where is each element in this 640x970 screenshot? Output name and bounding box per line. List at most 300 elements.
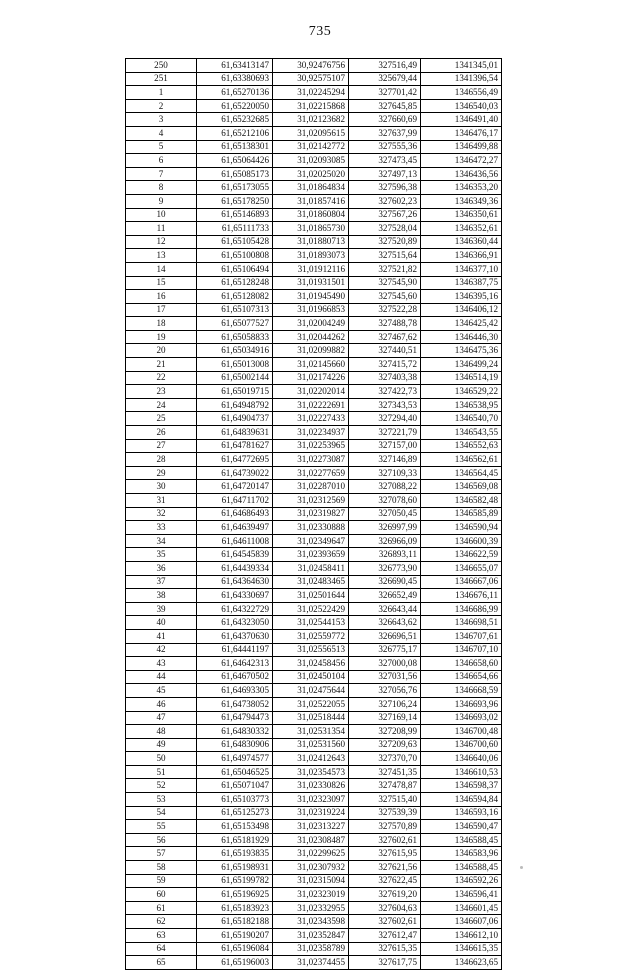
y-coordinate-cell: 1346612,10: [421, 929, 502, 943]
table-row: [126, 262, 502, 276]
y-coordinate-cell: 1346499,24: [421, 358, 502, 372]
table-row: [126, 534, 502, 548]
longitude-cell: 31,01864834: [273, 181, 349, 195]
longitude-cell: 31,02215868: [273, 99, 349, 113]
x-coordinate-cell: 327555,36: [349, 140, 421, 154]
longitude-cell: 31,02559772: [273, 629, 349, 643]
x-coordinate-cell: 327604,63: [349, 901, 421, 915]
latitude-cell: 61,65178250: [197, 194, 273, 208]
longitude-cell: 31,02004249: [273, 317, 349, 331]
point-number-cell: 59: [126, 874, 197, 888]
longitude-cell: 31,02093085: [273, 154, 349, 168]
table-row: [126, 317, 502, 331]
table-row: [126, 113, 502, 127]
latitude-cell: 61,64323050: [197, 616, 273, 630]
point-number-cell: 49: [126, 738, 197, 752]
y-coordinate-cell: 1346475,36: [421, 344, 502, 358]
x-coordinate-cell: 327602,61: [349, 915, 421, 929]
x-coordinate-cell: 327615,95: [349, 847, 421, 861]
x-coordinate-cell: 326690,45: [349, 575, 421, 589]
point-number-cell: 65: [126, 956, 197, 970]
y-coordinate-cell: 1346658,60: [421, 657, 502, 671]
y-coordinate-cell: 1346540,70: [421, 412, 502, 426]
point-number-cell: 37: [126, 575, 197, 589]
latitude-cell: 61,65077527: [197, 317, 273, 331]
latitude-cell: 61,64830906: [197, 738, 273, 752]
table-row: [126, 942, 502, 956]
x-coordinate-cell: 327521,82: [349, 262, 421, 276]
x-coordinate-cell: 327146,89: [349, 453, 421, 467]
coordinates-table-body: [126, 59, 502, 970]
point-number-cell: 58: [126, 861, 197, 875]
point-number-cell: 16: [126, 290, 197, 304]
y-coordinate-cell: 1346610,53: [421, 765, 502, 779]
point-number-cell: 28: [126, 453, 197, 467]
longitude-cell: 30,92476756: [273, 59, 349, 73]
longitude-cell: 31,01945490: [273, 290, 349, 304]
table-row: [126, 507, 502, 521]
longitude-cell: 31,02142772: [273, 140, 349, 154]
point-number-cell: 35: [126, 548, 197, 562]
table-row: [126, 820, 502, 834]
x-coordinate-cell: 327403,38: [349, 371, 421, 385]
point-number-cell: 17: [126, 303, 197, 317]
table-row: [126, 167, 502, 181]
point-number-cell: 24: [126, 398, 197, 412]
y-coordinate-cell: 1346585,89: [421, 507, 502, 521]
x-coordinate-cell: 327516,49: [349, 59, 421, 73]
table-row: [126, 59, 502, 73]
longitude-cell: 31,02358789: [273, 942, 349, 956]
latitude-cell: 61,64781627: [197, 439, 273, 453]
longitude-cell: 31,01931501: [273, 276, 349, 290]
point-number-cell: 27: [126, 439, 197, 453]
latitude-cell: 61,65153498: [197, 820, 273, 834]
y-coordinate-cell: 1346406,12: [421, 303, 502, 317]
latitude-cell: 61,65196925: [197, 888, 273, 902]
latitude-cell: 61,65183923: [197, 901, 273, 915]
latitude-cell: 61,64642313: [197, 657, 273, 671]
x-coordinate-cell: 327000,08: [349, 657, 421, 671]
latitude-cell: 61,65173055: [197, 181, 273, 195]
table-row: [126, 194, 502, 208]
latitude-cell: 61,64693305: [197, 684, 273, 698]
y-coordinate-cell: 1341396,54: [421, 72, 502, 86]
y-coordinate-cell: 1346615,35: [421, 942, 502, 956]
y-coordinate-cell: 1346529,22: [421, 385, 502, 399]
x-coordinate-cell: 326652,49: [349, 589, 421, 603]
longitude-cell: 31,02323097: [273, 793, 349, 807]
point-number-cell: 53: [126, 793, 197, 807]
x-coordinate-cell: 327522,28: [349, 303, 421, 317]
x-coordinate-cell: 327622,45: [349, 874, 421, 888]
x-coordinate-cell: 327619,20: [349, 888, 421, 902]
table-row: [126, 833, 502, 847]
table-row: [126, 752, 502, 766]
x-coordinate-cell: 327621,56: [349, 861, 421, 875]
x-coordinate-cell: 327109,33: [349, 466, 421, 480]
longitude-cell: 31,01880713: [273, 235, 349, 249]
y-coordinate-cell: 1346514,19: [421, 371, 502, 385]
point-number-cell: 46: [126, 697, 197, 711]
longitude-cell: 31,02253965: [273, 439, 349, 453]
latitude-cell: 61,65107313: [197, 303, 273, 317]
latitude-cell: 61,64441197: [197, 643, 273, 657]
y-coordinate-cell: 1346472,27: [421, 154, 502, 168]
x-coordinate-cell: 327209,63: [349, 738, 421, 752]
table-row: [126, 806, 502, 820]
y-coordinate-cell: 1346623,65: [421, 956, 502, 970]
longitude-cell: 31,01912116: [273, 262, 349, 276]
table-row: [126, 99, 502, 113]
longitude-cell: 31,02277659: [273, 466, 349, 480]
point-number-cell: 62: [126, 915, 197, 929]
latitude-cell: 61,64711702: [197, 494, 273, 508]
point-number-cell: 6: [126, 154, 197, 168]
point-number-cell: 19: [126, 330, 197, 344]
latitude-cell: 61,64330697: [197, 589, 273, 603]
table-row: [126, 290, 502, 304]
y-coordinate-cell: 1346693,96: [421, 697, 502, 711]
y-coordinate-cell: 1346353,20: [421, 181, 502, 195]
longitude-cell: 31,02227433: [273, 412, 349, 426]
y-coordinate-cell: 1346700,60: [421, 738, 502, 752]
x-coordinate-cell: 327221,79: [349, 426, 421, 440]
table-row: [126, 208, 502, 222]
latitude-cell: 61,64739022: [197, 466, 273, 480]
y-coordinate-cell: 1346377,10: [421, 262, 502, 276]
latitude-cell: 61,65270136: [197, 86, 273, 100]
y-coordinate-cell: 1346667,06: [421, 575, 502, 589]
table-row: [126, 589, 502, 603]
longitude-cell: 31,02145660: [273, 358, 349, 372]
y-coordinate-cell: 1346436,56: [421, 167, 502, 181]
latitude-cell: 61,65198931: [197, 861, 273, 875]
point-number-cell: 251: [126, 72, 197, 86]
point-number-cell: 8: [126, 181, 197, 195]
longitude-cell: 31,02222691: [273, 398, 349, 412]
point-number-cell: 250: [126, 59, 197, 73]
latitude-cell: 61,65103773: [197, 793, 273, 807]
point-number-cell: 7: [126, 167, 197, 181]
x-coordinate-cell: 327545,90: [349, 276, 421, 290]
point-number-cell: 56: [126, 833, 197, 847]
table-row: [126, 956, 502, 970]
latitude-cell: 61,65181929: [197, 833, 273, 847]
x-coordinate-cell: 326773,90: [349, 561, 421, 575]
point-number-cell: 15: [126, 276, 197, 290]
y-coordinate-cell: 1346425,42: [421, 317, 502, 331]
point-number-cell: 52: [126, 779, 197, 793]
longitude-cell: 31,02315094: [273, 874, 349, 888]
y-coordinate-cell: 1346476,17: [421, 126, 502, 140]
longitude-cell: 31,02044262: [273, 330, 349, 344]
longitude-cell: 31,02343598: [273, 915, 349, 929]
latitude-cell: 61,65106494: [197, 262, 273, 276]
x-coordinate-cell: 327343,53: [349, 398, 421, 412]
longitude-cell: 31,02352847: [273, 929, 349, 943]
x-coordinate-cell: 327169,14: [349, 711, 421, 725]
longitude-cell: 31,02025020: [273, 167, 349, 181]
point-number-cell: 1: [126, 86, 197, 100]
y-coordinate-cell: 1346564,45: [421, 466, 502, 480]
point-number-cell: 51: [126, 765, 197, 779]
latitude-cell: 61,65220050: [197, 99, 273, 113]
latitude-cell: 61,64720147: [197, 480, 273, 494]
x-coordinate-cell: 327478,87: [349, 779, 421, 793]
longitude-cell: 31,02458411: [273, 561, 349, 575]
point-number-cell: 5: [126, 140, 197, 154]
latitude-cell: 61,64611008: [197, 534, 273, 548]
longitude-cell: 31,02323019: [273, 888, 349, 902]
longitude-cell: 31,01857416: [273, 194, 349, 208]
table-row: [126, 793, 502, 807]
longitude-cell: 31,02319827: [273, 507, 349, 521]
point-number-cell: 14: [126, 262, 197, 276]
table-row: [126, 222, 502, 236]
table-row: [126, 181, 502, 195]
x-coordinate-cell: 327660,69: [349, 113, 421, 127]
point-number-cell: 63: [126, 929, 197, 943]
latitude-cell: 61,64839631: [197, 426, 273, 440]
y-coordinate-cell: 1346491,40: [421, 113, 502, 127]
point-number-cell: 55: [126, 820, 197, 834]
latitude-cell: 61,64545839: [197, 548, 273, 562]
latitude-cell: 61,64670502: [197, 670, 273, 684]
table-row: [126, 371, 502, 385]
x-coordinate-cell: 326643,44: [349, 602, 421, 616]
latitude-cell: 61,63413147: [197, 59, 273, 73]
table-row: [126, 779, 502, 793]
x-coordinate-cell: 326643,62: [349, 616, 421, 630]
x-coordinate-cell: 325679,44: [349, 72, 421, 86]
longitude-cell: 31,02307932: [273, 861, 349, 875]
latitude-cell: 61,65193835: [197, 847, 273, 861]
latitude-cell: 61,65105428: [197, 235, 273, 249]
x-coordinate-cell: 327208,99: [349, 725, 421, 739]
x-coordinate-cell: 327617,75: [349, 956, 421, 970]
point-number-cell: 54: [126, 806, 197, 820]
longitude-cell: 31,01865730: [273, 222, 349, 236]
table-row: [126, 684, 502, 698]
latitude-cell: 61,64772695: [197, 453, 273, 467]
table-row: [126, 657, 502, 671]
longitude-cell: 31,02458456: [273, 657, 349, 671]
latitude-cell: 61,65146893: [197, 208, 273, 222]
table-row: [126, 72, 502, 86]
y-coordinate-cell: 1346543,55: [421, 426, 502, 440]
longitude-cell: 31,02319224: [273, 806, 349, 820]
x-coordinate-cell: 327078,60: [349, 494, 421, 508]
longitude-cell: 31,02330888: [273, 521, 349, 535]
point-number-cell: 30: [126, 480, 197, 494]
latitude-cell: 61,64370630: [197, 629, 273, 643]
x-coordinate-cell: 327596,38: [349, 181, 421, 195]
y-coordinate-cell: 1346686,99: [421, 602, 502, 616]
y-coordinate-cell: 1346590,94: [421, 521, 502, 535]
x-coordinate-cell: 327440,51: [349, 344, 421, 358]
table-row: [126, 480, 502, 494]
x-coordinate-cell: 327473,45: [349, 154, 421, 168]
latitude-cell: 61,65071047: [197, 779, 273, 793]
y-coordinate-cell: 1346707,10: [421, 643, 502, 657]
y-coordinate-cell: 1346350,61: [421, 208, 502, 222]
table-row: [126, 629, 502, 643]
table-row: [126, 725, 502, 739]
longitude-cell: 31,02308487: [273, 833, 349, 847]
x-coordinate-cell: 326966,09: [349, 534, 421, 548]
x-coordinate-cell: 327545,60: [349, 290, 421, 304]
table-row: [126, 86, 502, 100]
table-row: [126, 358, 502, 372]
longitude-cell: 31,02522055: [273, 697, 349, 711]
x-coordinate-cell: 327602,23: [349, 194, 421, 208]
y-coordinate-cell: 1346698,51: [421, 616, 502, 630]
latitude-cell: 61,65058833: [197, 330, 273, 344]
point-number-cell: 50: [126, 752, 197, 766]
longitude-cell: 31,02522429: [273, 602, 349, 616]
y-coordinate-cell: 1346582,48: [421, 494, 502, 508]
latitude-cell: 61,64364630: [197, 575, 273, 589]
table-row: [126, 847, 502, 861]
longitude-cell: 31,02483465: [273, 575, 349, 589]
point-number-cell: 2: [126, 99, 197, 113]
latitude-cell: 61,65002144: [197, 371, 273, 385]
table-row: [126, 643, 502, 657]
latitude-cell: 61,65128248: [197, 276, 273, 290]
longitude-cell: 31,02123682: [273, 113, 349, 127]
point-number-cell: 41: [126, 629, 197, 643]
y-coordinate-cell: 1346540,03: [421, 99, 502, 113]
y-coordinate-cell: 1346622,59: [421, 548, 502, 562]
latitude-cell: 61,65034916: [197, 344, 273, 358]
latitude-cell: 61,64439334: [197, 561, 273, 575]
point-number-cell: 48: [126, 725, 197, 739]
latitude-cell: 61,65019715: [197, 385, 273, 399]
x-coordinate-cell: 327050,45: [349, 507, 421, 521]
page-number: 735: [308, 24, 332, 39]
x-coordinate-cell: 327488,78: [349, 317, 421, 331]
point-number-cell: 32: [126, 507, 197, 521]
latitude-cell: 61,64904737: [197, 412, 273, 426]
y-coordinate-cell: 1346596,41: [421, 888, 502, 902]
longitude-cell: 31,02099882: [273, 344, 349, 358]
x-coordinate-cell: 327539,39: [349, 806, 421, 820]
y-coordinate-cell: 1346700,48: [421, 725, 502, 739]
y-coordinate-cell: 1346588,45: [421, 861, 502, 875]
y-coordinate-cell: 1346552,63: [421, 439, 502, 453]
point-number-cell: 9: [126, 194, 197, 208]
y-coordinate-cell: 1346668,59: [421, 684, 502, 698]
latitude-cell: 61,64974577: [197, 752, 273, 766]
table-row: [126, 439, 502, 453]
scan-speck: [520, 866, 523, 869]
x-coordinate-cell: 327645,85: [349, 99, 421, 113]
point-number-cell: 20: [126, 344, 197, 358]
latitude-cell: 61,64830332: [197, 725, 273, 739]
y-coordinate-cell: 1346366,91: [421, 249, 502, 263]
point-number-cell: 23: [126, 385, 197, 399]
y-coordinate-cell: 1346598,37: [421, 779, 502, 793]
table-row: [126, 521, 502, 535]
table-row: [126, 874, 502, 888]
table-row: [126, 548, 502, 562]
x-coordinate-cell: 327602,61: [349, 833, 421, 847]
point-number-cell: 61: [126, 901, 197, 915]
longitude-cell: 31,02095615: [273, 126, 349, 140]
y-coordinate-cell: 1346655,07: [421, 561, 502, 575]
longitude-cell: 31,02374455: [273, 956, 349, 970]
x-coordinate-cell: 327570,89: [349, 820, 421, 834]
longitude-cell: 31,01860804: [273, 208, 349, 222]
x-coordinate-cell: 327294,40: [349, 412, 421, 426]
x-coordinate-cell: 327031,56: [349, 670, 421, 684]
y-coordinate-cell: 1346590,47: [421, 820, 502, 834]
longitude-cell: 31,02450104: [273, 670, 349, 684]
longitude-cell: 31,01893073: [273, 249, 349, 263]
x-coordinate-cell: 327520,89: [349, 235, 421, 249]
table-row: [126, 140, 502, 154]
longitude-cell: 31,02475644: [273, 684, 349, 698]
longitude-cell: 31,02501644: [273, 589, 349, 603]
point-number-cell: 3: [126, 113, 197, 127]
x-coordinate-cell: 327615,35: [349, 942, 421, 956]
x-coordinate-cell: 327497,13: [349, 167, 421, 181]
latitude-cell: 61,65111733: [197, 222, 273, 236]
latitude-cell: 61,65212106: [197, 126, 273, 140]
latitude-cell: 61,63380693: [197, 72, 273, 86]
longitude-cell: 30,92575107: [273, 72, 349, 86]
longitude-cell: 31,02174226: [273, 371, 349, 385]
y-coordinate-cell: 1341345,01: [421, 59, 502, 73]
latitude-cell: 61,65085173: [197, 167, 273, 181]
table-row: [126, 126, 502, 140]
latitude-cell: 61,64738052: [197, 697, 273, 711]
point-number-cell: 31: [126, 494, 197, 508]
longitude-cell: 31,02273087: [273, 453, 349, 467]
point-number-cell: 44: [126, 670, 197, 684]
latitude-cell: 61,65046525: [197, 765, 273, 779]
x-coordinate-cell: 327451,35: [349, 765, 421, 779]
longitude-cell: 31,02518444: [273, 711, 349, 725]
y-coordinate-cell: 1346588,45: [421, 833, 502, 847]
point-number-cell: 39: [126, 602, 197, 616]
longitude-cell: 31,01966853: [273, 303, 349, 317]
latitude-cell: 61,64948792: [197, 398, 273, 412]
latitude-cell: 61,65199782: [197, 874, 273, 888]
longitude-cell: 31,02412643: [273, 752, 349, 766]
x-coordinate-cell: 326997,99: [349, 521, 421, 535]
table-row: [126, 154, 502, 168]
latitude-cell: 61,64639497: [197, 521, 273, 535]
y-coordinate-cell: 1346499,88: [421, 140, 502, 154]
table-row: [126, 494, 502, 508]
y-coordinate-cell: 1346446,30: [421, 330, 502, 344]
longitude-cell: 31,02354573: [273, 765, 349, 779]
table-row: [126, 901, 502, 915]
x-coordinate-cell: 327528,04: [349, 222, 421, 236]
latitude-cell: 61,64686493: [197, 507, 273, 521]
point-number-cell: 33: [126, 521, 197, 535]
longitude-cell: 31,02313227: [273, 820, 349, 834]
point-number-cell: 18: [126, 317, 197, 331]
table-row: [126, 670, 502, 684]
table-row: [126, 697, 502, 711]
table-row: [126, 575, 502, 589]
y-coordinate-cell: 1346654,66: [421, 670, 502, 684]
table-row: [126, 929, 502, 943]
table-row: [126, 249, 502, 263]
